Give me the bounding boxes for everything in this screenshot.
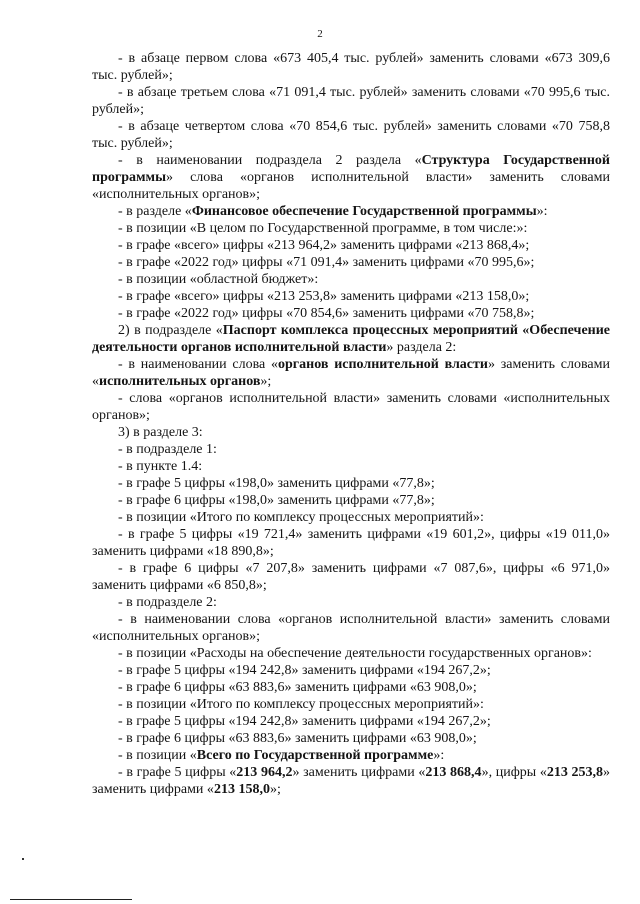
paragraph: - в позиции «Итого по комплексу процессных мероприятий»: xyxy=(118,510,484,525)
paragraph: - слова «органов исполнительной власти» заменить словами «исполнительных органов»; xyxy=(92,391,610,423)
bold-text: Финансовое обеспечение Государственной программы xyxy=(191,204,537,219)
paragraph: - в пункте 1.4: xyxy=(118,459,203,474)
paragraph: - в абзаце первом слова «673 405,4 тыс. рублей» заменить словами «673 309,6 тыс. рублей»; xyxy=(92,51,610,83)
paragraph: - в подразделе 2: xyxy=(118,595,217,610)
paragraph: - в позиции «В целом по Государственной программе, в том числе:»: xyxy=(118,221,528,236)
paragraph: - в наименовании слова «органов исполнительной власти» заменить словами «исполнительных органов»; xyxy=(92,612,610,644)
paragraph: - в графе «всего» цифры «213 964,2» заменить цифрами «213 868,4»; xyxy=(118,238,530,253)
paragraph: - в графе 6 цифры «63 883,6» заменить цифрами «63 908,0»; xyxy=(118,680,477,695)
bold-text: 213 868,4 xyxy=(425,765,482,780)
paragraph: - в позиции «Расходы на обеспечение деятельности государственных органов»: xyxy=(118,646,592,661)
paragraph: 2) в подразделе «Паспорт комплекса процессных мероприятий «Обеспечение деятельности органов исполнительной власти» раздела 2: xyxy=(92,323,610,355)
paragraph: - в позиции «областной бюджет»: xyxy=(118,272,319,287)
paragraph: - в графе «2022 год» цифры «70 854,6» заменить цифрами «70 758,8»; xyxy=(118,306,535,321)
bold-text: Паспорт комплекса процессных мероприятий «Обеспечение деятельности органов исполнительной власти xyxy=(92,323,610,355)
paragraph: 3) в разделе 3: xyxy=(118,425,203,440)
document-body xyxy=(92,50,610,798)
paragraph: - в графе 5 цифры «194 242,8» заменить цифрами «194 267,2»; xyxy=(118,714,491,729)
bold-text: 213 158,0 xyxy=(213,782,270,797)
paragraph: - в графе 6 цифры «63 883,6» заменить цифрами «63 908,0»; xyxy=(118,731,477,746)
paragraph: - в абзаце третьем слова «71 091,4 тыс. рублей» заменить словами «70 995,6 тыс. рублей»; xyxy=(92,85,610,117)
bold-text: Структура Государственной программы xyxy=(92,153,610,185)
page-number: 2 xyxy=(317,28,323,40)
paragraph: - в подразделе 1: xyxy=(118,442,217,457)
paragraph: - в наименовании слова «органов исполнительной власти» заменить словами «исполнительных органов»; xyxy=(92,357,610,389)
paragraph: - в графе «2022 год» цифры «71 091,4» заменить цифрами «70 995,6»; xyxy=(118,255,535,270)
bold-text: 213 253,8 xyxy=(546,765,604,780)
paragraph: - в разделе «Финансовое обеспечение Государственной программы»: xyxy=(118,204,548,219)
paragraph: - в позиции «Итого по комплексу процессных мероприятий»: xyxy=(118,697,484,712)
footnote-separator xyxy=(10,899,132,900)
paragraph: - в графе 5 цифры «194 242,8» заменить цифрами «194 267,2»; xyxy=(118,663,491,678)
bold-text: исполнительных органов xyxy=(99,374,261,389)
paragraph: - в графе 6 цифры «198,0» заменить цифрами «77,8»; xyxy=(118,493,435,508)
paragraph: - в графе 5 цифры «213 964,2» заменить цифрами «213 868,4», цифры «213 253,8» заменить цифрами «213 158,0»; xyxy=(92,765,611,797)
paragraph: - в наименовании подраздела 2 раздела «Структура Государственной программы» слова «органов исполнительной власти» заменить словами «исполнительных органов»; xyxy=(92,153,610,202)
bold-text: 213 964,2 xyxy=(236,765,293,780)
paragraph: - в графе 5 цифры «198,0» заменить цифрами «77,8»; xyxy=(118,476,435,491)
paragraph: - в абзаце четвертом слова «70 854,6 тыс. рублей» заменить словами «70 758,8 тыс. рублей»; xyxy=(92,119,610,151)
paragraph: - в позиции «Всего по Государственной программе»: xyxy=(118,748,445,763)
paragraph: - в графе «всего» цифры «213 253,8» заменить цифрами «213 158,0»; xyxy=(118,289,530,304)
paragraph: - в графе 6 цифры «7 207,8» заменить цифрами «7 087,6», цифры «6 971,0» заменить цифрами «6 850,8»; xyxy=(92,561,610,593)
scan-speck xyxy=(22,858,24,860)
bold-text: органов исполнительной власти xyxy=(278,357,488,372)
bold-text: Всего по Государственной программе xyxy=(196,748,434,763)
paragraph: - в графе 5 цифры «19 721,4» заменить цифрами «19 601,2», цифры «19 011,0» заменить цифрами «18 890,8»; xyxy=(92,527,610,559)
